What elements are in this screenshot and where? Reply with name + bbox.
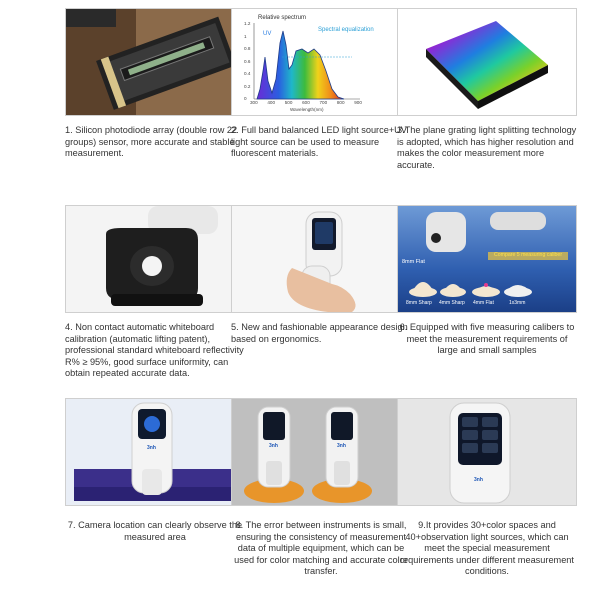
caption-9: 9.It provides 30+color spaces and 40+observation light sources, which can meet the special measurement requirements under different measurement conditions. <box>400 520 574 577</box>
two-devices-illustration <box>232 399 411 506</box>
caption-3: 3.The plane grating light splitting technology is adopted, which has higher resolution and makes the color measurement more accurate. <box>397 125 577 170</box>
y-tick-label: 1.2 <box>244 21 251 26</box>
compare-label: Compare 5 measuring caliber <box>494 252 563 258</box>
sensor-array-image <box>65 8 245 116</box>
whiteboard-calibration-image <box>65 205 245 313</box>
x-axis-label: Wavelength(nm) <box>290 107 324 112</box>
flat-label: 8mm Flat <box>402 259 425 265</box>
x-tick-labels <box>250 100 362 105</box>
caption-6: 6. Equipped with five measuring calibers to meet the measurement requirements of large and small samples <box>399 322 575 356</box>
x-tick-label: 300 <box>250 100 258 105</box>
sensor-illustration <box>66 9 245 116</box>
lens-label-3: 4mm Flat <box>473 300 494 306</box>
y-tick-label: 1 <box>244 33 247 39</box>
x-tick-label: 500 <box>284 100 293 105</box>
camera-location-image <box>65 398 245 506</box>
caption-5: 5. New and fashionable appearance design based on ergonomics. <box>231 322 408 344</box>
x-tick-label: 700 <box>319 100 328 105</box>
x-tick-label: 400 <box>267 100 276 105</box>
y-tick-label: 0.8 <box>244 46 251 51</box>
spectrum-chart-image <box>231 8 411 116</box>
lens-label-2: 4mm Sharp <box>439 300 465 306</box>
brand-logo-1: 3nh <box>147 445 156 451</box>
y-tick-label: 0.6 <box>244 58 251 64</box>
x-tick-label: 900 <box>354 100 362 105</box>
device-screen-illustration <box>398 399 577 506</box>
x-tick-label: 600 <box>302 100 310 105</box>
y-tick-label: 0.4 <box>244 71 251 76</box>
caption-2: 2. Full band balanced LED light source+UV light source can be used to measure fluorescent materials. <box>231 125 407 159</box>
lens-label-1: 8mm Sharp <box>406 300 432 306</box>
measuring-calibers-image <box>397 205 577 313</box>
caption-4: 4. Non contact automatic whiteboard calibration (automatic lifting patent), professional standard whiteboard reflectivity R% ≥ 95%, good surface uniformity, can obtain repeated accurate data. <box>65 322 244 379</box>
caption-8: 8. The error between instruments is small, ensuring the consistency of measurement data of multiple equipment, which can be used for color matching and accurate color transfer. <box>234 520 408 577</box>
x-tick-label: 800 <box>336 100 345 105</box>
y-tick-label: 0.2 <box>244 83 251 89</box>
spectrum-title: Relative spectrum <box>258 15 307 21</box>
calibration-base-illustration <box>66 206 245 313</box>
brand-logo-4: 3nh <box>474 477 483 483</box>
lens-label-4: 1x3mm <box>509 300 526 306</box>
caption-1: 1. Silicon photodiode array (double row 22 groups) sensor, more accurate and stable measurement. <box>65 125 238 159</box>
brand-logo-2: 3nh <box>269 443 278 449</box>
grating-image <box>397 8 577 116</box>
instrument-consistency-image <box>231 398 411 506</box>
device-on-fabric-illustration <box>66 399 245 506</box>
brand-logo-3: 3nh <box>337 443 346 449</box>
uv-label: UV <box>263 31 272 37</box>
caption-7: 7. Camera location can clearly observe the measured area <box>67 520 243 542</box>
y-tick-labels <box>244 21 250 101</box>
equalization-label: Spectral equalization <box>318 27 374 33</box>
color-spaces-image <box>397 398 577 506</box>
hand-holding-device-illustration <box>232 206 411 313</box>
ergonomic-design-image <box>231 205 411 313</box>
grating-illustration <box>398 9 577 116</box>
y-tick-label: 0 <box>244 96 247 101</box>
